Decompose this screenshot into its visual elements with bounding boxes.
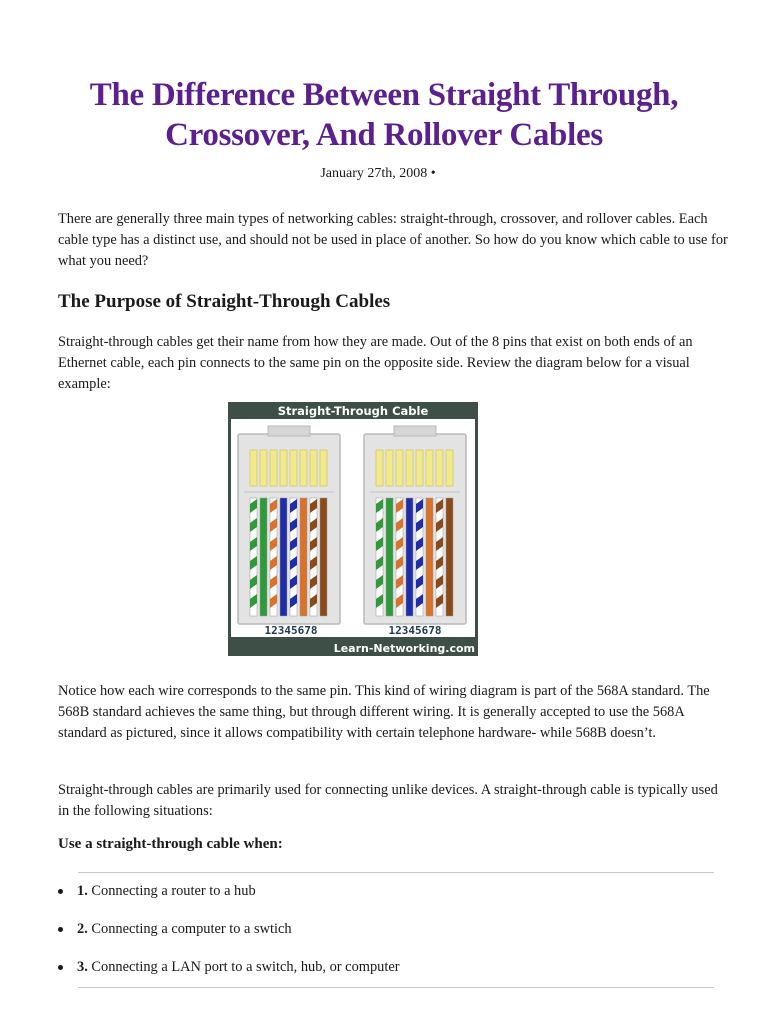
list-item-text: Connecting a LAN port to a switch, hub, or computer [87,959,400,975]
wire-right-3 [396,498,403,616]
list-item-number: 1. [77,883,88,899]
list-item [58,880,718,918]
list-item-text: Connecting a router to a hub [87,883,256,899]
list-item [58,918,718,956]
wire-left-5 [290,498,297,616]
usage-list [58,880,718,994]
wire-right-4 [406,498,413,616]
wire-left-3 [270,498,277,616]
pin-contact-right-3 [396,450,403,486]
wire-right-6 [426,498,433,616]
bullet-icon [58,965,63,970]
section-heading: The Purpose of Straight-Through Cables [58,291,391,312]
pin-numbers-right: 12345678 [388,624,442,637]
list-bottom-divider [78,987,714,988]
wire-left-7 [310,498,317,616]
pin-contact-right-5 [416,450,423,486]
connector-left [238,426,340,624]
list-item [58,956,718,994]
usage-paragraph: Straight-through cables are primarily used for connecting unlike devices. A straight-through cable is typically used in the following situations: [58,782,718,819]
wire-right-8 [446,498,453,616]
post-date: January 27th, 2008 • [320,166,436,181]
wire-left-4 [280,498,287,616]
wire-right-1 [376,498,383,616]
pin-contact-left-8 [320,450,327,486]
pin-contact-left-6 [300,450,307,486]
pin-contact-right-1 [376,450,383,486]
notice-paragraph: Notice how each wire corresponds to the same pin. This kind of wiring diagram is part of the 568A standard. The 568B standard achieves the same thing, but through different wiring. It is generally accepted to use the 568A standard as pictured, since it allows compatibility with certain telephone hardware- while 568B doesn’t. [58,683,710,741]
pin-numbers-left: 12345678 [264,624,318,637]
bullet-icon [58,889,63,894]
wire-right-7 [436,498,443,616]
title-line-2: Crossover, And Rollover Cables [165,117,603,153]
wire-left-2 [260,498,267,616]
wire-right-2 [386,498,393,616]
diagram-header: Straight-Through Cable [277,404,429,418]
list-item-number: 2. [77,921,88,937]
pin-contact-right-8 [446,450,453,486]
bullet-icon [58,927,63,932]
pin-contact-right-4 [406,450,413,486]
list-top-divider [78,872,714,873]
list-item-number: 3. [77,959,88,975]
pin-contact-right-7 [436,450,443,486]
wire-left-1 [250,498,257,616]
section-paragraph: Straight-through cables get their name from how they are made. Out of the 8 pins that exist on both ends of an Ethernet cable, each pin connects to the same pin on the opposite side. Review the diagram below for a visual example: [58,334,693,392]
connector-right [364,426,466,624]
connector-latch-left [268,426,310,436]
list-heading: Use a straight-through cable when: [58,836,283,852]
pin-contact-left-7 [310,450,317,486]
pin-contact-left-4 [280,450,287,486]
intro-paragraph: There are generally three main types of networking cables: straight-through, crossover, and rollover cables. Each cable type has a distinct use, and should not be used in place of another. So how do you know which cable to use for what you need? [58,211,728,269]
pin-contact-left-3 [270,450,277,486]
diagram-footer-credit: Learn-Networking.com [333,642,475,655]
straight-through-cable-diagram [228,402,478,656]
title-line-1: The Difference Between Straight Through, [89,77,679,113]
pin-contact-left-2 [260,450,267,486]
connector-latch-right [394,426,436,436]
pin-contact-right-2 [386,450,393,486]
wire-right-5 [416,498,423,616]
wire-left-6 [300,498,307,616]
pin-contact-left-1 [250,450,257,486]
pin-contact-left-5 [290,450,297,486]
pin-contact-right-6 [426,450,433,486]
list-item-text: Connecting a computer to a swtich [87,921,292,937]
article-title [40,75,728,155]
wire-left-8 [320,498,327,616]
